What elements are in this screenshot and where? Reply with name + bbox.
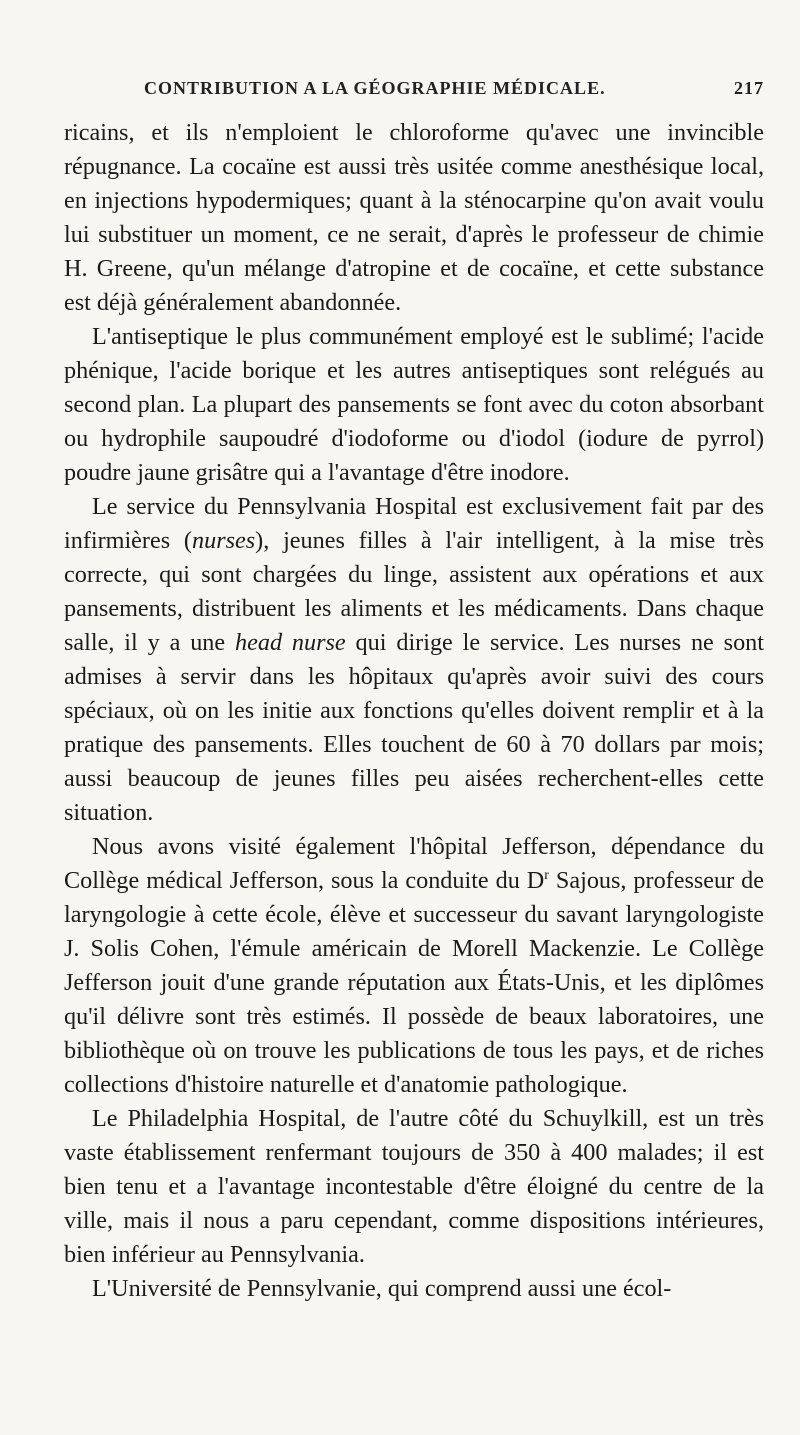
running-head-title: CONTRIBUTION A LA GÉOGRAPHIE MÉDICALE. <box>144 78 606 98</box>
text-run: L'Université de Pennsylvanie, qui comprend aussi une écol- <box>92 1275 672 1302</box>
paragraph <box>64 1102 764 1272</box>
body-text <box>64 116 764 1306</box>
paragraph <box>64 830 764 1102</box>
italic-term: head nurse <box>235 629 346 656</box>
superscript: r <box>544 867 549 883</box>
text-run: ricains, et ils n'emploient le chloroforme qu'avec une invincible répugnance. La cocaïne est aussi très usitée comme anesthésique local, en injections hypodermiques; quant à la sténocarpine qu'on avait voulu lui substituer un moment, ce ne serait, d'après le professeur de chimie H. Greene, qu'un mélange d'atropine et de cocaïne, et cette substance est déjà généralement abandonnée. <box>64 119 764 316</box>
text-run: Le Philadelphia Hospital, de l'autre côté du Schuylkill, est un très vaste établissement renfermant toujours de 350 à 400 malades; il est bien tenu et a l'avantage incontestable d'être éloigné du centre de la ville, mais il nous a paru cependant, comme dispositions intérieures, bien inférieur au Pennsylvania. <box>64 1105 764 1268</box>
text-run: L'antiseptique le plus communément employé est le sublimé; l'acide phénique, l'acide borique et les autres antiseptiques sont relégués au second plan. La plupart des pansements se font avec du coton absorbant ou hydrophile saupoudré d'iodoforme ou d'iodol (iodure de pyrrol) poudre jaune grisâtre qui a l'avantage d'être inodore. <box>64 323 764 486</box>
paragraph <box>64 1272 764 1306</box>
paragraph <box>64 320 764 490</box>
paragraph <box>64 490 764 830</box>
text-run: Le service du Pennsylvania Hospital est exclusivement fait par des infirmières ( <box>64 493 764 554</box>
running-head <box>64 78 764 108</box>
text-run: Sajous, professeur de laryngologie à cette école, élève et successeur du savant laryngologiste J. Solis Cohen, l'émule américain de Morell Mackenzie. Le Collège Jefferson jouit d'une grande réputation aux États-Unis, et les diplômes qu'il délivre sont très estimés. Il possède de beaux laboratoires, une bibliothèque où on trouve les publications de tous les pays, et de riches collections d'histoire naturelle et d'anatomie pathologique. <box>64 867 764 1098</box>
italic-term: nurses <box>192 527 256 554</box>
page-number: 217 <box>734 78 764 98</box>
text-run: qui dirige le service. Les nurses ne sont admises à servir dans les hôpitaux qu'après avoir suivi des cours spéciaux, où on les initie aux fonctions qu'elles doivent remplir et à la pratique des pansements. Elles touchent de 60 à 70 dollars par mois; aussi beaucoup de jeunes filles peu aisées recherchent-elles cette situation. <box>64 629 764 826</box>
text-run: ), jeunes filles à l'air intelligent, à la mise très correcte, qui sont chargées du linge, assistent aux opérations et aux pansements, distribuent les aliments et les médicaments. Dans chaque salle, il y a une <box>64 527 765 656</box>
paragraph <box>64 116 764 320</box>
text-run: Nous avons visité également l'hôpital Jefferson, dépendance du Collège médical Jefferson, sous la conduite du D <box>64 833 764 894</box>
